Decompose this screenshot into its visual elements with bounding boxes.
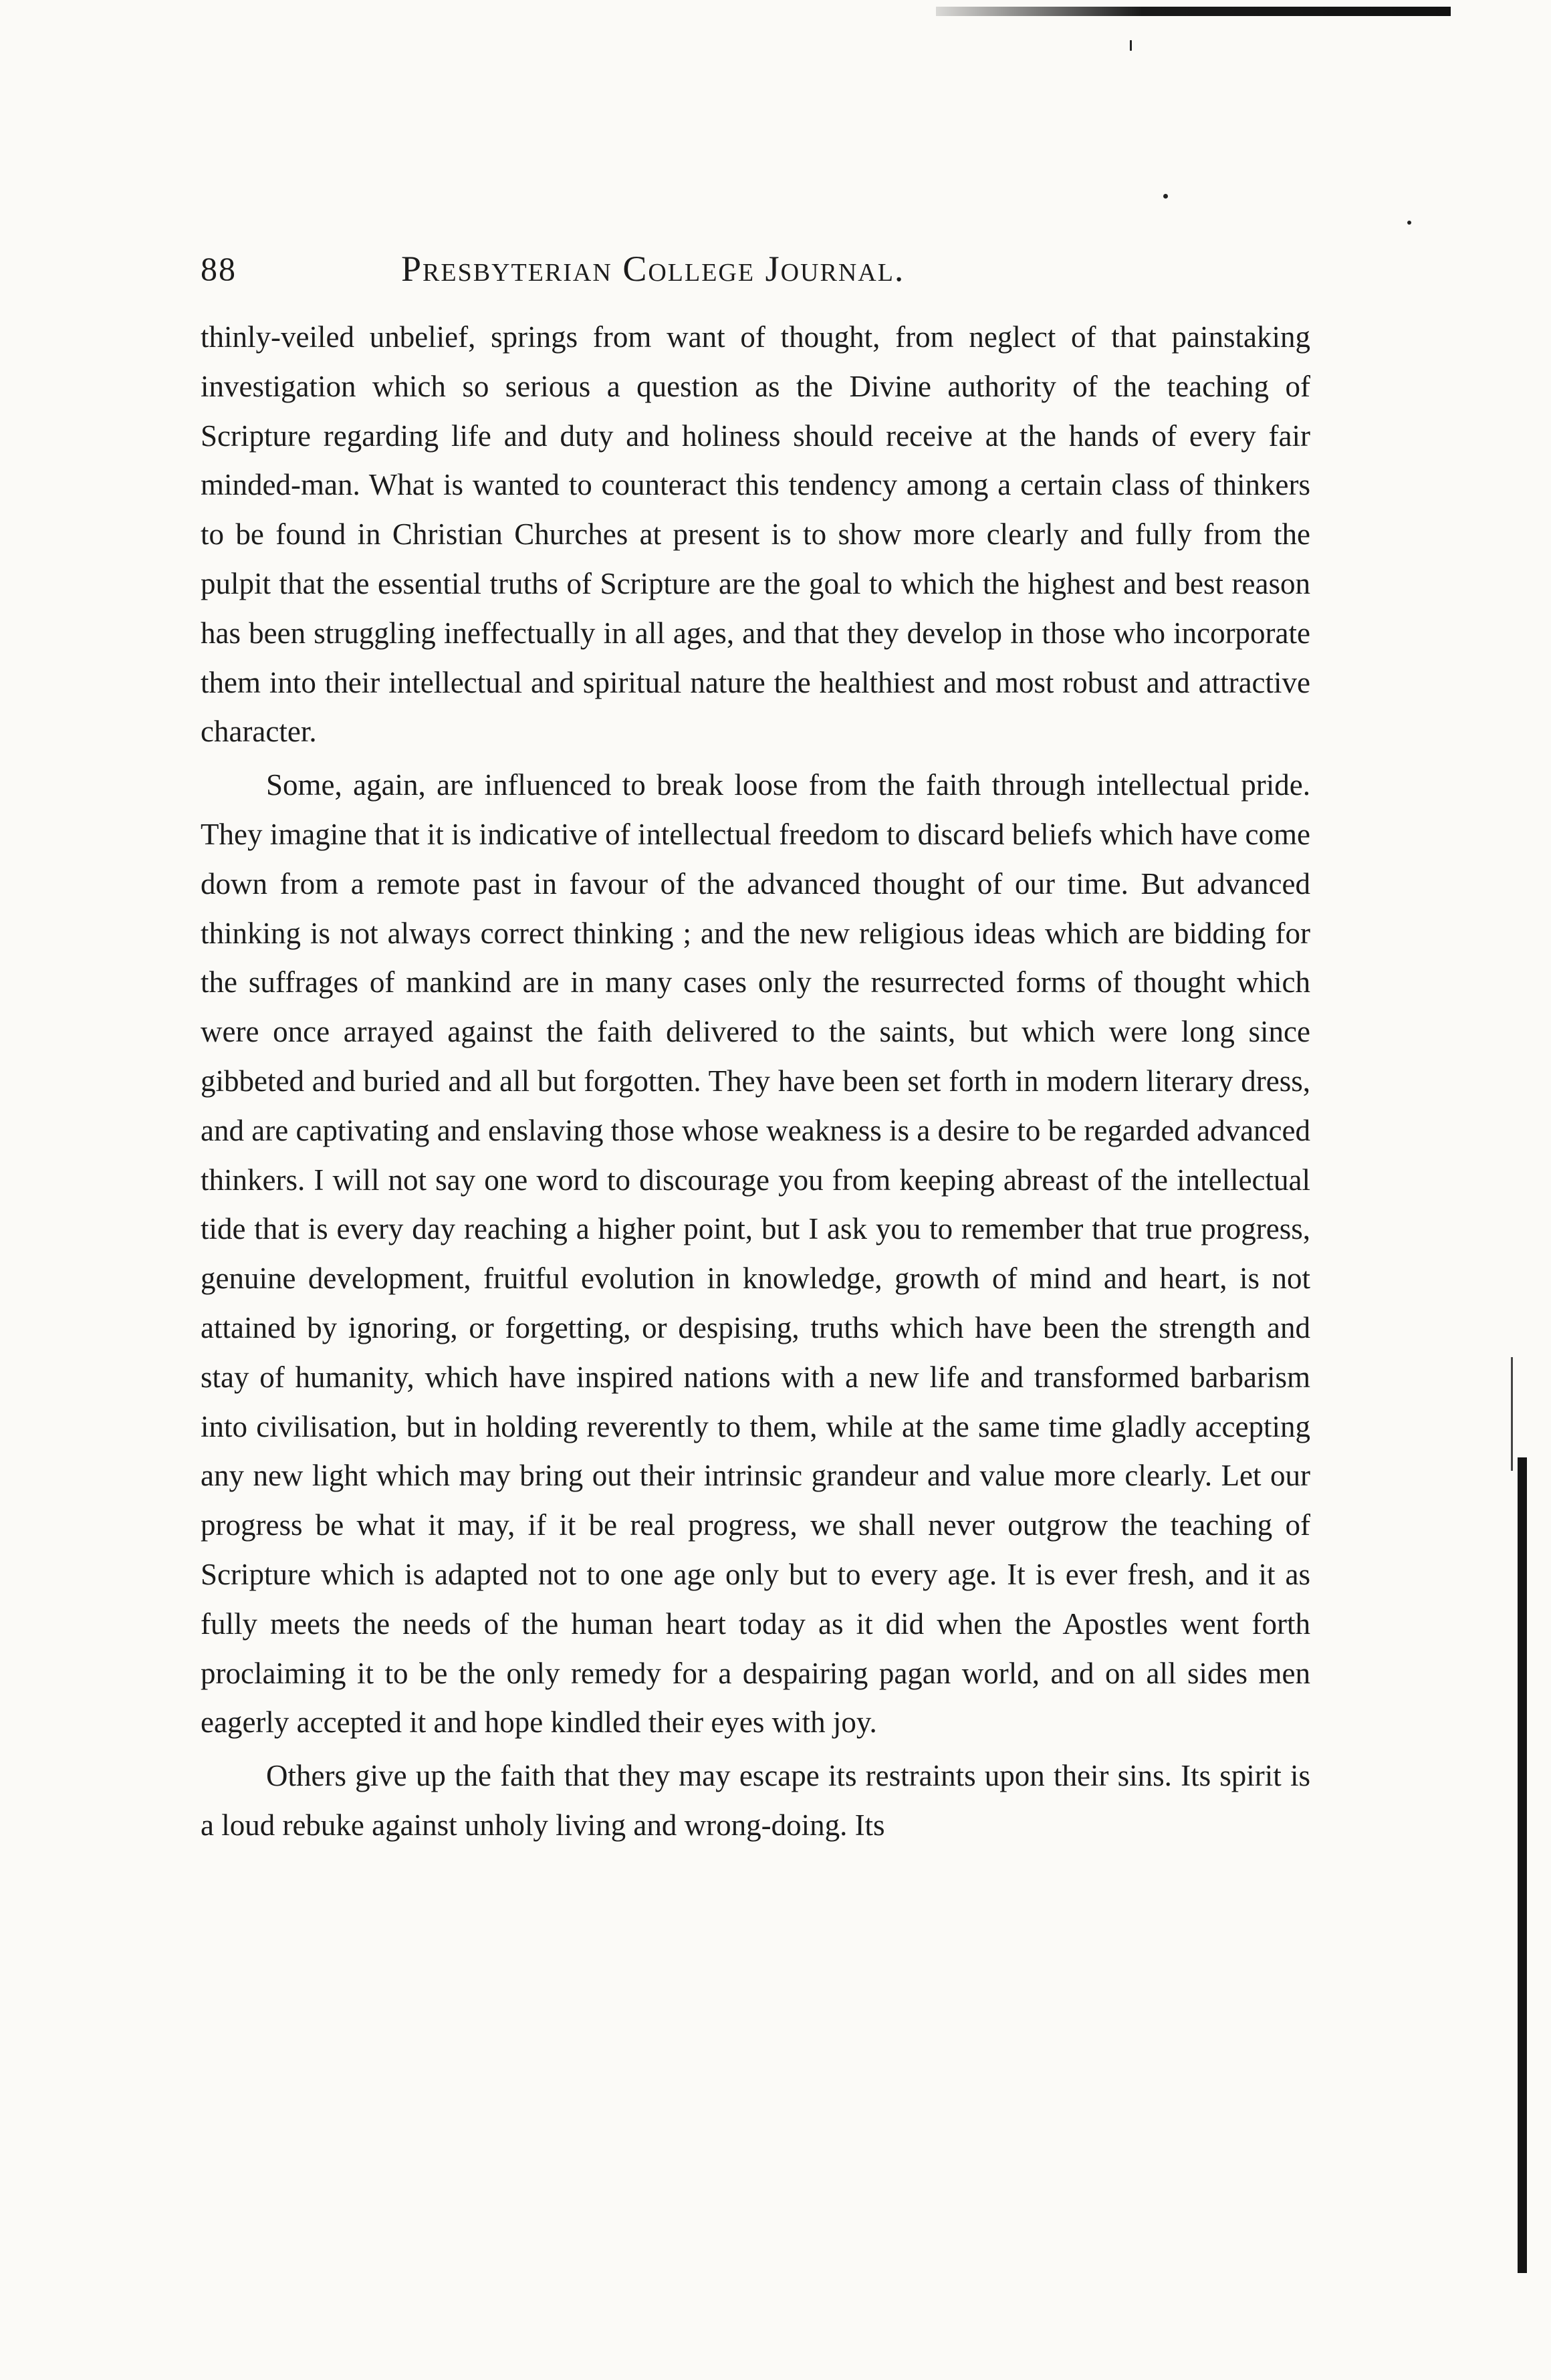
scan-top-rule xyxy=(936,7,1451,16)
body-text xyxy=(201,313,1310,1851)
page-header xyxy=(201,242,1310,295)
paragraph: Others give up the faith that they may escape its restraints upon their sins. Its spirit is a loud rebuke against unholy living and wrong-doing. Its xyxy=(201,1759,1310,1842)
scan-speck xyxy=(1130,40,1132,51)
scan-speck xyxy=(1163,194,1168,199)
paragraph-continued: thinly-veiled unbelief, springs from want of thought, from neglect of that painstaking investigation which so serious a question as the Divine authority of the teaching of Scripture regarding life and duty and holiness should receive at the hands of every fair minded-man. What is wanted to counteract this tendency among a certain class of thinkers to be found in Christian Churches at present is to show more clearly and fully from the pulpit that the essential truths of Scripture are the goal to which the highest and best reason has been struggling ineffectually in all ages, and that they develop in those who incorporate them into their intellectual and spiritual nature the healthiest and most robust and attractive character. xyxy=(201,320,1310,749)
scan-speck xyxy=(1407,221,1411,225)
page-number: 88 xyxy=(201,250,237,287)
running-title: Presbyterian College Journal. xyxy=(401,249,905,289)
scan-edge-mark xyxy=(1511,1357,1513,1471)
scan-right-rule xyxy=(1518,1457,1527,2273)
paragraph: Some, again, are influenced to break loose from the faith through intellectual pride. They imagine that it is indicative of intellectual freedom to discard beliefs which have come down from a remote past in favour of the advanced thought of our time. But advanced thinking is not always correct thinking ; and the new religious ideas which are bidding for the suffrages of mankind are in many cases only the resurrected forms of thought which were once arrayed against the faith delivered to the saints, but which were long since gibbeted and buried and all but forgotten. They have been set forth in modern literary dress, and are captivating and enslaving those whose weakness is a desire to be regarded advanced thinkers. I will not say one word to discourage you from keeping abreast of the intellectual tide that is every day reaching a higher point, but I ask you to remember that true progress, genuine development, fruitful evolution in knowledge, growth of mind and heart, is not attained by ignoring, or forgetting, or despising, truths which have been the strength and stay of humanity, which have inspired nations with a new life and transformed barbarism into civilisation, but in holding reverently to them, while at the same time gladly accepting any new light which may bring out their intrinsic grandeur and value more clearly. Let our progress be what it may, if it be real progress, we shall never outgrow the teaching of Scripture which is adapted not to one age only but to every age. It is ever fresh, and it as fully meets the needs of the human heart today as it did when the Apostles went forth proclaiming it to be the only remedy for a despairing pagan world, and on all sides men eagerly accepted it and hope kindled their eyes with joy. xyxy=(201,768,1310,1740)
